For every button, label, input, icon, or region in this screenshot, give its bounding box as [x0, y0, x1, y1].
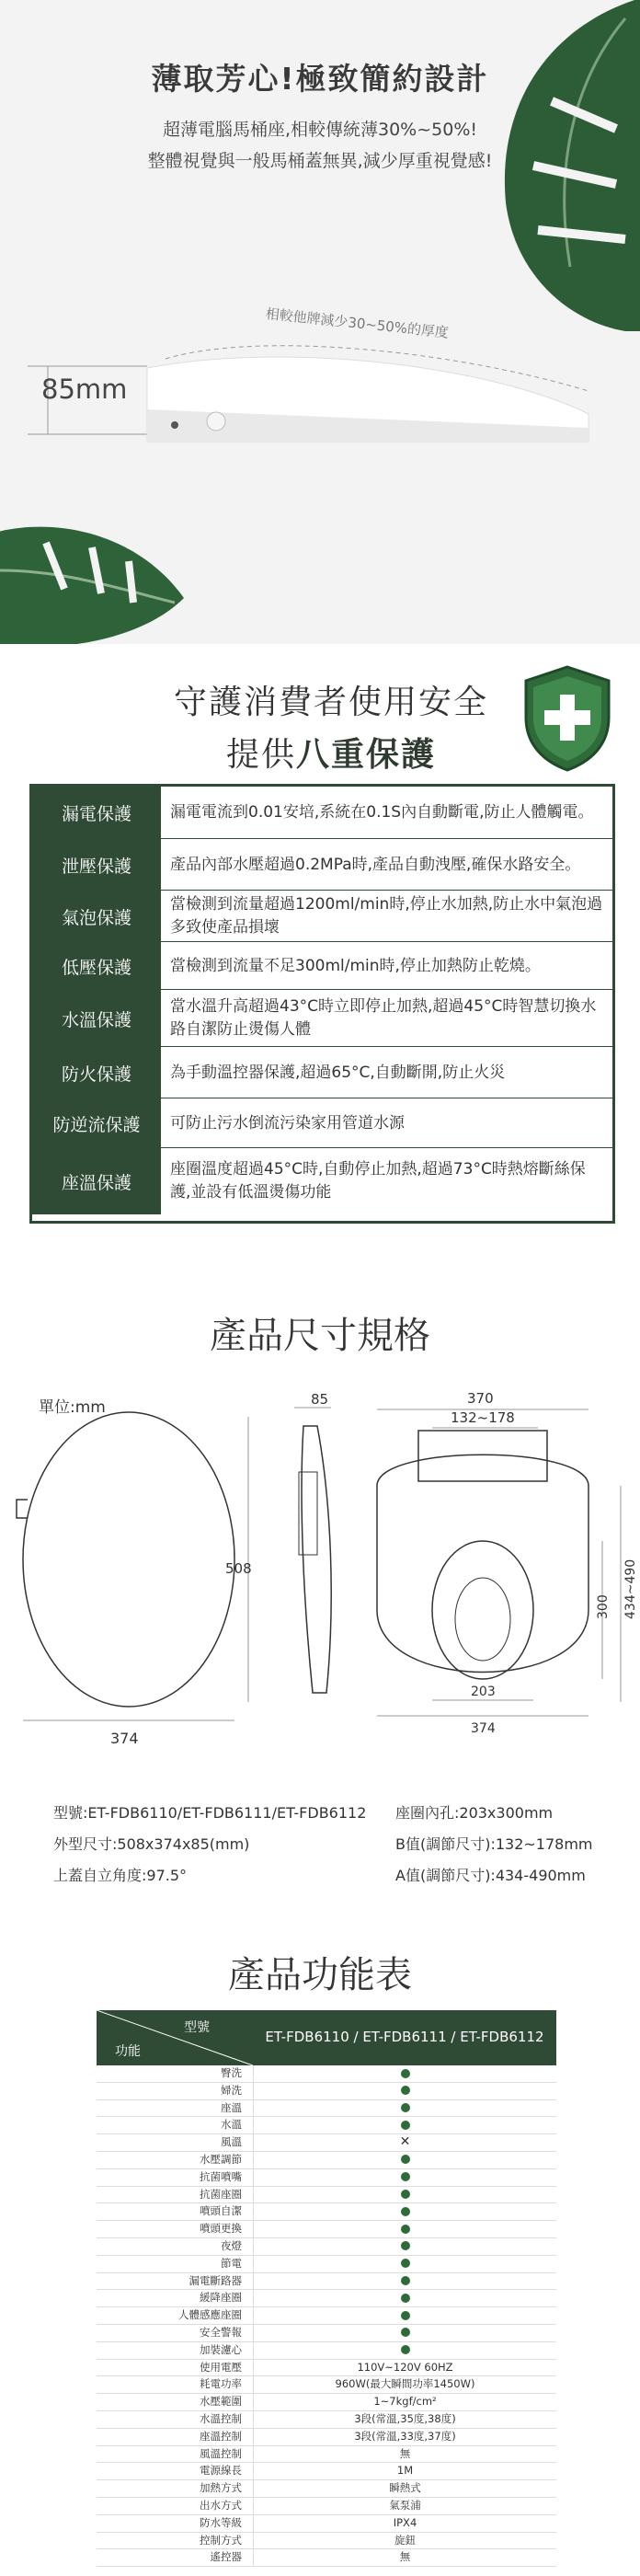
dimension-drawings [0, 1389, 640, 1794]
function-row [97, 2498, 556, 2515]
function-value [253, 2065, 556, 2082]
function-value [253, 2273, 556, 2290]
supported-dot-icon [401, 2086, 410, 2095]
header-model-value: ET-FDB6110 / ET-FDB6111 / ET-FDB6112 [265, 2029, 544, 2045]
functions-table-body [97, 2065, 556, 2567]
safety-row-description: 漏電電流到0.01安培,系統在0.1S內自動斷電,防止人體觸電。 [170, 802, 594, 822]
label-370: 370 [467, 1390, 494, 1407]
unit-label: 單位:mm [39, 1398, 106, 1417]
function-value [253, 2187, 556, 2203]
safety-heading-line1: 守護消費者使用安全 [173, 684, 488, 721]
seat-bottom-view-drawing [377, 1409, 621, 1716]
function-value [253, 2256, 556, 2272]
function-name: 噴頭更換 [200, 2222, 242, 2236]
function-name: 座溫 [221, 2100, 242, 2114]
safety-heading-prefix: 提供 [225, 736, 296, 774]
supported-dot-icon [401, 2225, 410, 2234]
function-value [253, 2342, 556, 2359]
function-name: 風溫 [221, 2135, 242, 2149]
header-model-label: 型號 [184, 2020, 210, 2035]
function-name: 耗電功率 [200, 2377, 242, 2391]
spec-line: B值(調節尺寸):132~178mm [395, 1835, 593, 1853]
function-value [253, 2117, 556, 2133]
spec-line: A值(調節尺寸):434-490mm [395, 1867, 586, 1884]
label-132-178: 132~178 [451, 1409, 515, 1426]
function-row [97, 2083, 556, 2100]
safety-row [32, 890, 612, 942]
function-value [253, 2134, 556, 2151]
function-value [253, 2083, 556, 2099]
function-name: 遙控器 [210, 2550, 242, 2564]
function-name: 水壓範圍 [200, 2395, 242, 2409]
function-name: 安全警報 [200, 2325, 242, 2339]
specs-right-column [395, 1801, 625, 1895]
function-name: 防水等級 [200, 2515, 242, 2529]
function-name: 噴頭自潔 [200, 2204, 242, 2218]
function-row [97, 2065, 556, 2083]
function-name: 電源線長 [200, 2464, 242, 2478]
function-value [253, 2100, 556, 2117]
function-row [97, 2290, 556, 2307]
safety-row-description: 當水溫升高超過43°C時立即停止加熱,超過45°C時智慧切換水路自潔防止燙傷人體 [170, 997, 597, 1039]
safety-row [32, 989, 612, 1047]
function-name: 臀洗 [221, 2066, 242, 2079]
label-434-490: 434~490 [623, 1558, 638, 1619]
spec-line: 座圈內孔:203x300mm [395, 1804, 554, 1822]
safety-row-description: 為手動溫控器保護,超過65°C,自動斷開,防止火災 [170, 1063, 506, 1082]
safety-heading-bold: 八重保護 [296, 736, 437, 774]
function-row [97, 2446, 556, 2464]
label-374-left: 374 [110, 1730, 139, 1747]
function-row [97, 2429, 556, 2446]
function-name: 加熱方式 [200, 2481, 242, 2495]
function-value [253, 2290, 556, 2306]
function-row [97, 2152, 556, 2169]
function-value: 瞬熱式 [253, 2480, 556, 2497]
function-row [97, 2376, 556, 2394]
function-value [253, 2307, 556, 2324]
supported-dot-icon [401, 2155, 410, 2164]
header-function-label: 功能 [115, 2044, 141, 2059]
safety-row-label: 防火保護 [32, 1047, 162, 1098]
function-row [97, 2203, 556, 2221]
function-value: 氣泵浦 [253, 2498, 556, 2514]
function-row [97, 2480, 556, 2498]
function-row [97, 2325, 556, 2342]
label-300: 300 [596, 1594, 611, 1619]
function-name: 人體感應座圈 [178, 2308, 242, 2322]
safety-row-label: 防逆流保護 [32, 1098, 162, 1148]
function-value [253, 2238, 556, 2255]
function-row [97, 2100, 556, 2118]
supported-dot-icon [401, 2294, 410, 2303]
safety-row-description: 可防止污水倒流污染家用管道水源 [170, 1113, 405, 1133]
supported-dot-icon [401, 2241, 410, 2250]
function-value: 3段(常溫,35度,38度) [253, 2411, 556, 2428]
spec-line: 型號:ET-FDB6110/ET-FDB6111/ET-FDB6112 [53, 1804, 367, 1822]
function-value: 1M [253, 2463, 556, 2479]
seat-top-view-drawing [17, 1412, 248, 1720]
functions-title: 產品功能表 [228, 1954, 412, 1996]
function-row [97, 2307, 556, 2325]
supported-dot-icon [401, 2328, 410, 2337]
thickness-note: 相較他牌減少30~50%的厚度 [264, 305, 450, 341]
function-value: IPX4 [253, 2515, 556, 2532]
function-name: 水溫控制 [200, 2411, 242, 2425]
function-name: 漏電斷路器 [189, 2273, 242, 2287]
function-name: 婦洗 [221, 2083, 242, 2097]
function-name: 座溫控制 [200, 2429, 242, 2443]
function-value: 110V~120V 60HZ [253, 2360, 556, 2376]
label-374-bottom: 374 [471, 1721, 496, 1736]
safety-row [32, 1046, 612, 1098]
safety-row-label: 漏電保護 [32, 787, 162, 838]
supported-dot-icon [401, 2121, 410, 2130]
supported-dot-icon [401, 2190, 410, 2199]
function-row [97, 2238, 556, 2256]
function-row [97, 2411, 556, 2429]
function-value [253, 2152, 556, 2168]
function-value: 旋鈕 [253, 2533, 556, 2549]
function-row [97, 2273, 556, 2291]
supported-dot-icon [401, 2103, 410, 2112]
safety-row [32, 838, 612, 891]
safety-row-description: 當檢測到流量不足300ml/min時,停止加熱防止乾燒。 [170, 956, 541, 975]
monstera-leaf-bottom-left [0, 515, 193, 644]
safety-row-label: 泄壓保護 [32, 839, 162, 891]
hero-title: 薄取芳心!極致簡約設計 [151, 61, 489, 97]
function-value [253, 2169, 556, 2186]
label-508: 508 [225, 1560, 252, 1577]
hero-section [0, 0, 640, 644]
safety-heading-line2 [138, 729, 524, 776]
safety-row-label: 座溫保護 [32, 1148, 162, 1214]
function-name: 夜燈 [221, 2238, 242, 2252]
function-row [97, 2256, 556, 2273]
supported-dot-icon [401, 2207, 410, 2216]
label-85: 85 [311, 1391, 329, 1408]
function-value: 1~7kgf/cm² [253, 2394, 556, 2410]
function-value [253, 2221, 556, 2237]
function-name: 緩降座圈 [200, 2291, 242, 2305]
hero-subtitle-1: 超薄電腦馬桶座,相較傳統薄30%~50%! [162, 120, 478, 140]
function-row [97, 2533, 556, 2550]
function-name: 抗菌噴嘴 [200, 2169, 242, 2183]
supported-dot-icon [401, 2069, 410, 2078]
safety-row-description: 座圈溫度超過45°C時,自動停止加熱,超過73°C時熱熔斷絲保護,並設有低溫燙傷功能 [170, 1160, 586, 1202]
safety-row-label: 氣泡保護 [32, 891, 162, 942]
safety-row-label: 低壓保護 [32, 942, 162, 990]
function-name: 水溫 [221, 2118, 242, 2132]
function-row [97, 2187, 556, 2204]
function-name: 使用電壓 [200, 2360, 242, 2374]
function-name: 風溫控制 [200, 2446, 242, 2460]
function-value: 無 [253, 2549, 556, 2566]
function-value: 無 [253, 2446, 556, 2463]
function-row [97, 2169, 556, 2187]
function-value: 3段(常溫,33度,37度) [253, 2429, 556, 2445]
function-value [253, 2325, 556, 2341]
safety-protection-table [29, 784, 615, 1224]
label-203: 203 [471, 1685, 496, 1699]
supported-dot-icon [401, 2276, 410, 2285]
function-row [97, 2515, 556, 2533]
function-name: 抗菌座圈 [200, 2187, 242, 2201]
thickness-dimension-label: 85mm [41, 374, 128, 405]
safety-row-description: 產品內部水壓超過0.2MPa時,產品自動洩壓,確保水路安全。 [170, 855, 581, 874]
function-row [97, 2463, 556, 2480]
not-supported-x-icon: ✕ [399, 2134, 411, 2150]
function-name: 出水方式 [200, 2498, 242, 2512]
supported-dot-icon [401, 2172, 410, 2181]
spec-line: 外型尺寸:508x374x85(mm) [53, 1835, 250, 1853]
specs-left-column [53, 1801, 384, 1895]
safety-row [32, 1147, 612, 1214]
function-value: 960W(最大瞬間功率1450W) [253, 2376, 556, 2393]
hero-subtitle-2: 整體視覺與一般馬桶蓋無異,減少厚重視覺感! [147, 151, 493, 171]
function-name: 控制方式 [200, 2533, 242, 2547]
function-row [97, 2342, 556, 2360]
function-name: 加裝濾心 [200, 2342, 242, 2356]
seat-side-view-drawing [294, 1408, 331, 1693]
safety-row [32, 941, 612, 990]
functions-table-header [97, 2010, 556, 2065]
function-name: 節電 [221, 2256, 242, 2270]
shield-cross-icon [517, 662, 618, 773]
safety-row-description: 當檢測到流量超過1200ml/min時,停止水加熱,防止水中氣泡過多致使產品損壞 [170, 895, 603, 937]
function-row [97, 2221, 556, 2238]
safety-row [32, 1098, 612, 1148]
supported-dot-icon [401, 2259, 410, 2268]
function-row [97, 2549, 556, 2567]
function-name: 水壓調節 [200, 2152, 242, 2166]
function-row [97, 2360, 556, 2377]
spec-line: 上蓋自立角度:97.5° [53, 1867, 188, 1884]
safety-row-label: 水溫保護 [32, 990, 162, 1047]
function-value [253, 2203, 556, 2220]
dimensions-title: 產品尺寸規格 [210, 1315, 430, 1357]
supported-dot-icon [401, 2345, 410, 2354]
supported-dot-icon [401, 2311, 410, 2320]
function-row [97, 2117, 556, 2134]
function-row [97, 2134, 556, 2152]
function-row [97, 2394, 556, 2411]
safety-row [32, 787, 612, 838]
